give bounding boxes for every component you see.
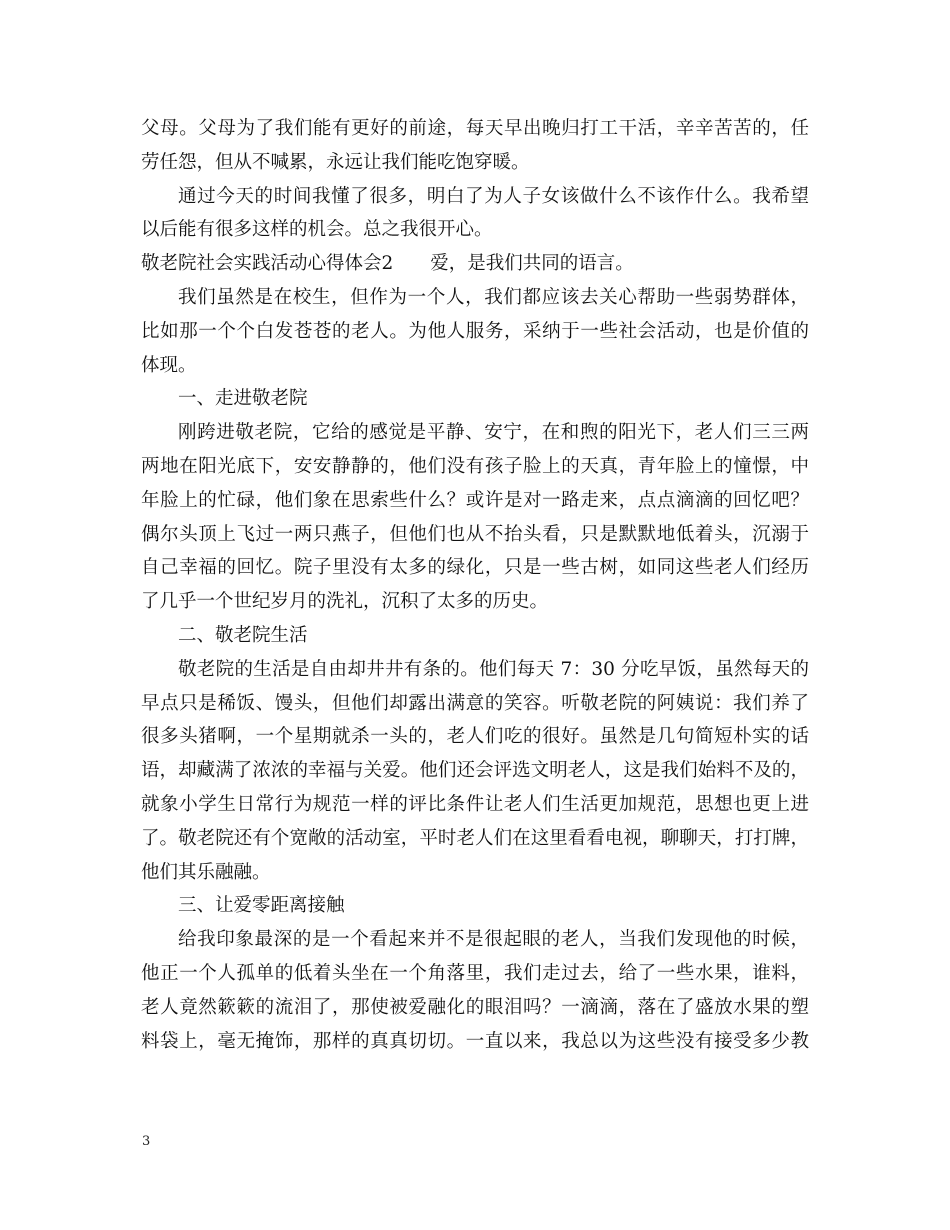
text-line: 我们虽然是在校生，但作为一个人，我们都应该去关心帮助一些弱势群体， <box>178 286 809 308</box>
text-line: 给我印象最深的是一个看起来并不是很起眼的老人，当我们发现他的时候， <box>178 929 809 951</box>
subheading-line: 二、敬老院生活 <box>178 624 308 646</box>
text-line: 自己幸福的回忆。院子里没有太多的绿化，只是一些古树，如同这些老人们经历 <box>141 557 809 579</box>
page-number: 3 <box>142 1134 151 1149</box>
subheading-line: 一、走进敬老院 <box>178 388 308 410</box>
text-line: 劳任怨，但从不喊累，永远让我们能吃饱穿暖。 <box>141 151 530 173</box>
text-line: 他们其乐融融。 <box>141 861 271 883</box>
text-line: 通过今天的时间我懂了很多，明白了为人子女该做什么不该作什么。我希望 <box>178 185 809 207</box>
section-title-line: 敬老院社会实践活动心得体会2 爱，是我们共同的语言。 <box>141 253 634 275</box>
text-line: 了。敬老院还有个宽敞的活动室，平时老人们在这里看看电视，聊聊天，打打牌， <box>141 827 809 849</box>
text-line: 父母。父母为了我们能有更好的前途，每天早出晚归打工干活，辛辛苦苦的，任 <box>141 118 809 139</box>
text-line: 就象小学生日常行为规范一样的评比条件让老人们生活更加规范，思想也更上进 <box>141 793 809 815</box>
text-line: 料袋上，毫无掩饰，那样的真真切切。一直以来，我总以为这些没有接受多少教 <box>141 1030 809 1052</box>
text-line: 体现。 <box>141 354 197 376</box>
body-text <box>141 112 809 1058</box>
subheading-line: 三、让爱零距离接触 <box>178 895 345 917</box>
text-line: 刚跨进敬老院，它给的感觉是平静、安宁，在和煦的阳光下，老人们三三两 <box>178 422 809 444</box>
text-line: 很多头猪啊，一个星期就杀一头的，老人们吃的很好。虽然是几句简短朴实的话 <box>141 726 809 748</box>
text-line: 敬老院的生活是自由却井井有条的。他们每天 7：30 分吃早饭，虽然每天的 <box>178 658 809 680</box>
text-line: 以后能有很多这样的机会。总之我很开心。 <box>141 219 493 241</box>
text-line: 他正一个人孤单的低着头坐在一个角落里，我们走过去，给了一些水果，谁料， <box>141 962 809 984</box>
text-line: 早点只是稀饭、馒头，但他们却露出满意的笑容。听敬老院的阿姨说：我们养了 <box>141 692 809 714</box>
text-line: 语，却藏满了浓浓的幸福与关爱。他们还会评选文明老人，这是我们始料不及的， <box>141 760 809 782</box>
text-line: 老人竟然簌簌的流泪了，那使被爱融化的眼泪吗？一滴滴，落在了盛放水果的塑 <box>141 996 809 1018</box>
text-line: 两地在阳光底下，安安静静的，他们没有孩子脸上的天真，青年脸上的憧憬，中 <box>141 455 809 477</box>
text-line: 比如那一个个白发苍苍的老人。为他人服务，采纳于一些社会活动，也是价值的 <box>141 320 809 342</box>
text-line: 了几乎一个世纪岁月的洗礼，沉积了太多的历史。 <box>141 591 549 613</box>
text-line: 偶尔头顶上飞过一两只燕子，但他们也从不抬头看，只是默默地低着头，沉溺于 <box>141 523 809 545</box>
text-line: 年脸上的忙碌，他们象在思索些什么？或许是对一路走来，点点滴滴的回忆吧？ <box>141 489 809 511</box>
